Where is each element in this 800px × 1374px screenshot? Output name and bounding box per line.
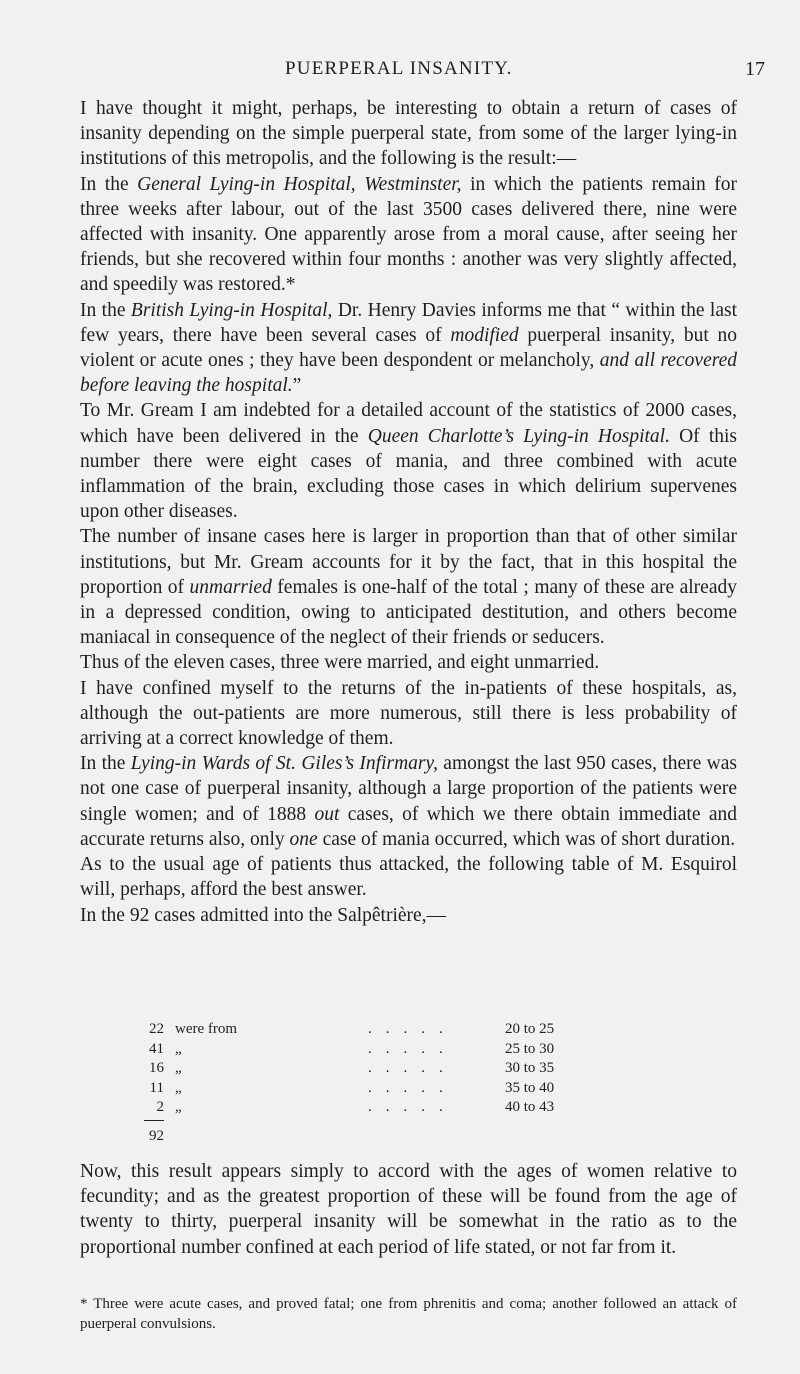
table-total: 92 [149,1128,164,1144]
age-table [140,1020,660,1118]
table-row [140,1040,660,1060]
row-count: 16 [149,1060,164,1076]
table-row [140,1079,660,1099]
row-leader-dots: ..... [368,1099,457,1115]
paragraph-british-lying-in: In the British Lying-in Hospital, Dr. Henry Davies informs me that “ within the last few years, there have been several cases of modified puerperal insanity, but no violent or acute ones ; they have been despondent or melancholy, and all recovered before leaving the hospital.” [80,299,738,397]
row-count: 22 [149,1021,164,1037]
row-leader-dots: ..... [368,1060,457,1076]
row-label: „ [175,1099,182,1115]
paragraph-proportion: The number of insane cases here is larger in proportion than that of other similar institutions, but Mr. Gream accounts for it by the fact, that in this hospital the proportion of unmarried females is one-half of the total ; many of these are already in a depressed condition, owing to anticipated destitution, and others become maniacal in consequence of the neglect of their friends or seducers. [80,526,737,649]
row-range: 35 to 40 [505,1079,555,1096]
paragraph-st-giles: In the Lying-in Wards of St. Giles’s Infirmary, amongst the last 950 cases, there was not one case of puerperal insanity, although a large proportion of the patients were single women; and of 1888 out cases, of which we there obtain immediate and accurate returns also, only one case of mania occurred, which was of short duration. [80,753,737,850]
footnote: * Three were acute cases, and proved fatal; one from phrenitis and coma; another followed an attack of puerperal convulsions. [80,1296,737,1332]
main-text [80,96,737,928]
row-label: „ [175,1060,182,1076]
table-row [140,1059,660,1079]
running-title: PUERPERAL INSANITY. [285,58,513,79]
page-number: 17 [745,58,765,80]
row-label: „ [175,1079,182,1096]
paragraph-intro: I have thought it might, perhaps, be interesting to obtain a return of cases of insanity depending on the simple puerperal state, from some of the larger lying-in institutions of this metropolis, and the following is the result:— [80,98,737,170]
row-range: 25 to 30 [505,1040,555,1057]
table-row [140,1098,660,1118]
row-count: 2 [156,1099,164,1115]
paragraph-conclusion: Now, this result appears simply to accord with the ages of women relative to fecundity; and as the greatest proportion of these will be found from the age of twenty to thirty, puerperal insanity will be somewhat in the ratio as to the proportional number confined at each period of life stated, or not far from it. [80,1161,737,1258]
row-leader-dots: ..... [368,1021,457,1037]
page-header [0,58,800,84]
row-range: 30 to 35 [505,1060,555,1076]
row-label: „ [175,1040,182,1057]
total-rule [144,1120,164,1121]
paragraph-queen-charlotte: To Mr. Gream I am indebted for a detailed account of the statistics of 2000 cases, which have been delivered in the Queen Charlotte’s Lying-in Hospital. Of this number there were eight cases of mania, and three combined with acute inflammation of the brain, excluding those cases in which delirium supervenes upon other diseases. [80,400,738,523]
row-range: 40 to 43 [505,1099,555,1115]
row-range: 20 to 25 [505,1021,555,1037]
paragraph-salpetriere: In the 92 cases admitted into the Salpêtrière,— [80,904,447,926]
paragraph-age: As to the usual age of patients thus attacked, the following table of M. Esquirol will, perhaps, afford the best answer. [80,854,737,901]
row-leader-dots: ..... [368,1079,457,1096]
paragraph-general-lying-in: In the General Lying-in Hospital, Westminster, in which the patients remain for three weeks after labour, out of the last 3500 cases delivered there, nine were affected with insanity. One apparently arose from a moral cause, after seeing her friends, but she recovered within four months : another was very slightly affected, and speedily was restored.* [80,173,737,296]
paragraph-in-patients: I have confined myself to the returns of the in-patients of these hospitals, as, although the out-patients are more numerous, still there is less probability of arriving at a correct knowledge of them. [80,677,737,750]
row-label: were from [175,1021,238,1037]
paragraph-eleven-cases: Thus of the eleven cases, three were married, and eight unmarried. [80,652,600,674]
table-row [140,1020,660,1040]
row-count: 11 [149,1079,164,1096]
row-leader-dots: ..... [368,1040,457,1057]
row-count: 41 [149,1040,164,1057]
